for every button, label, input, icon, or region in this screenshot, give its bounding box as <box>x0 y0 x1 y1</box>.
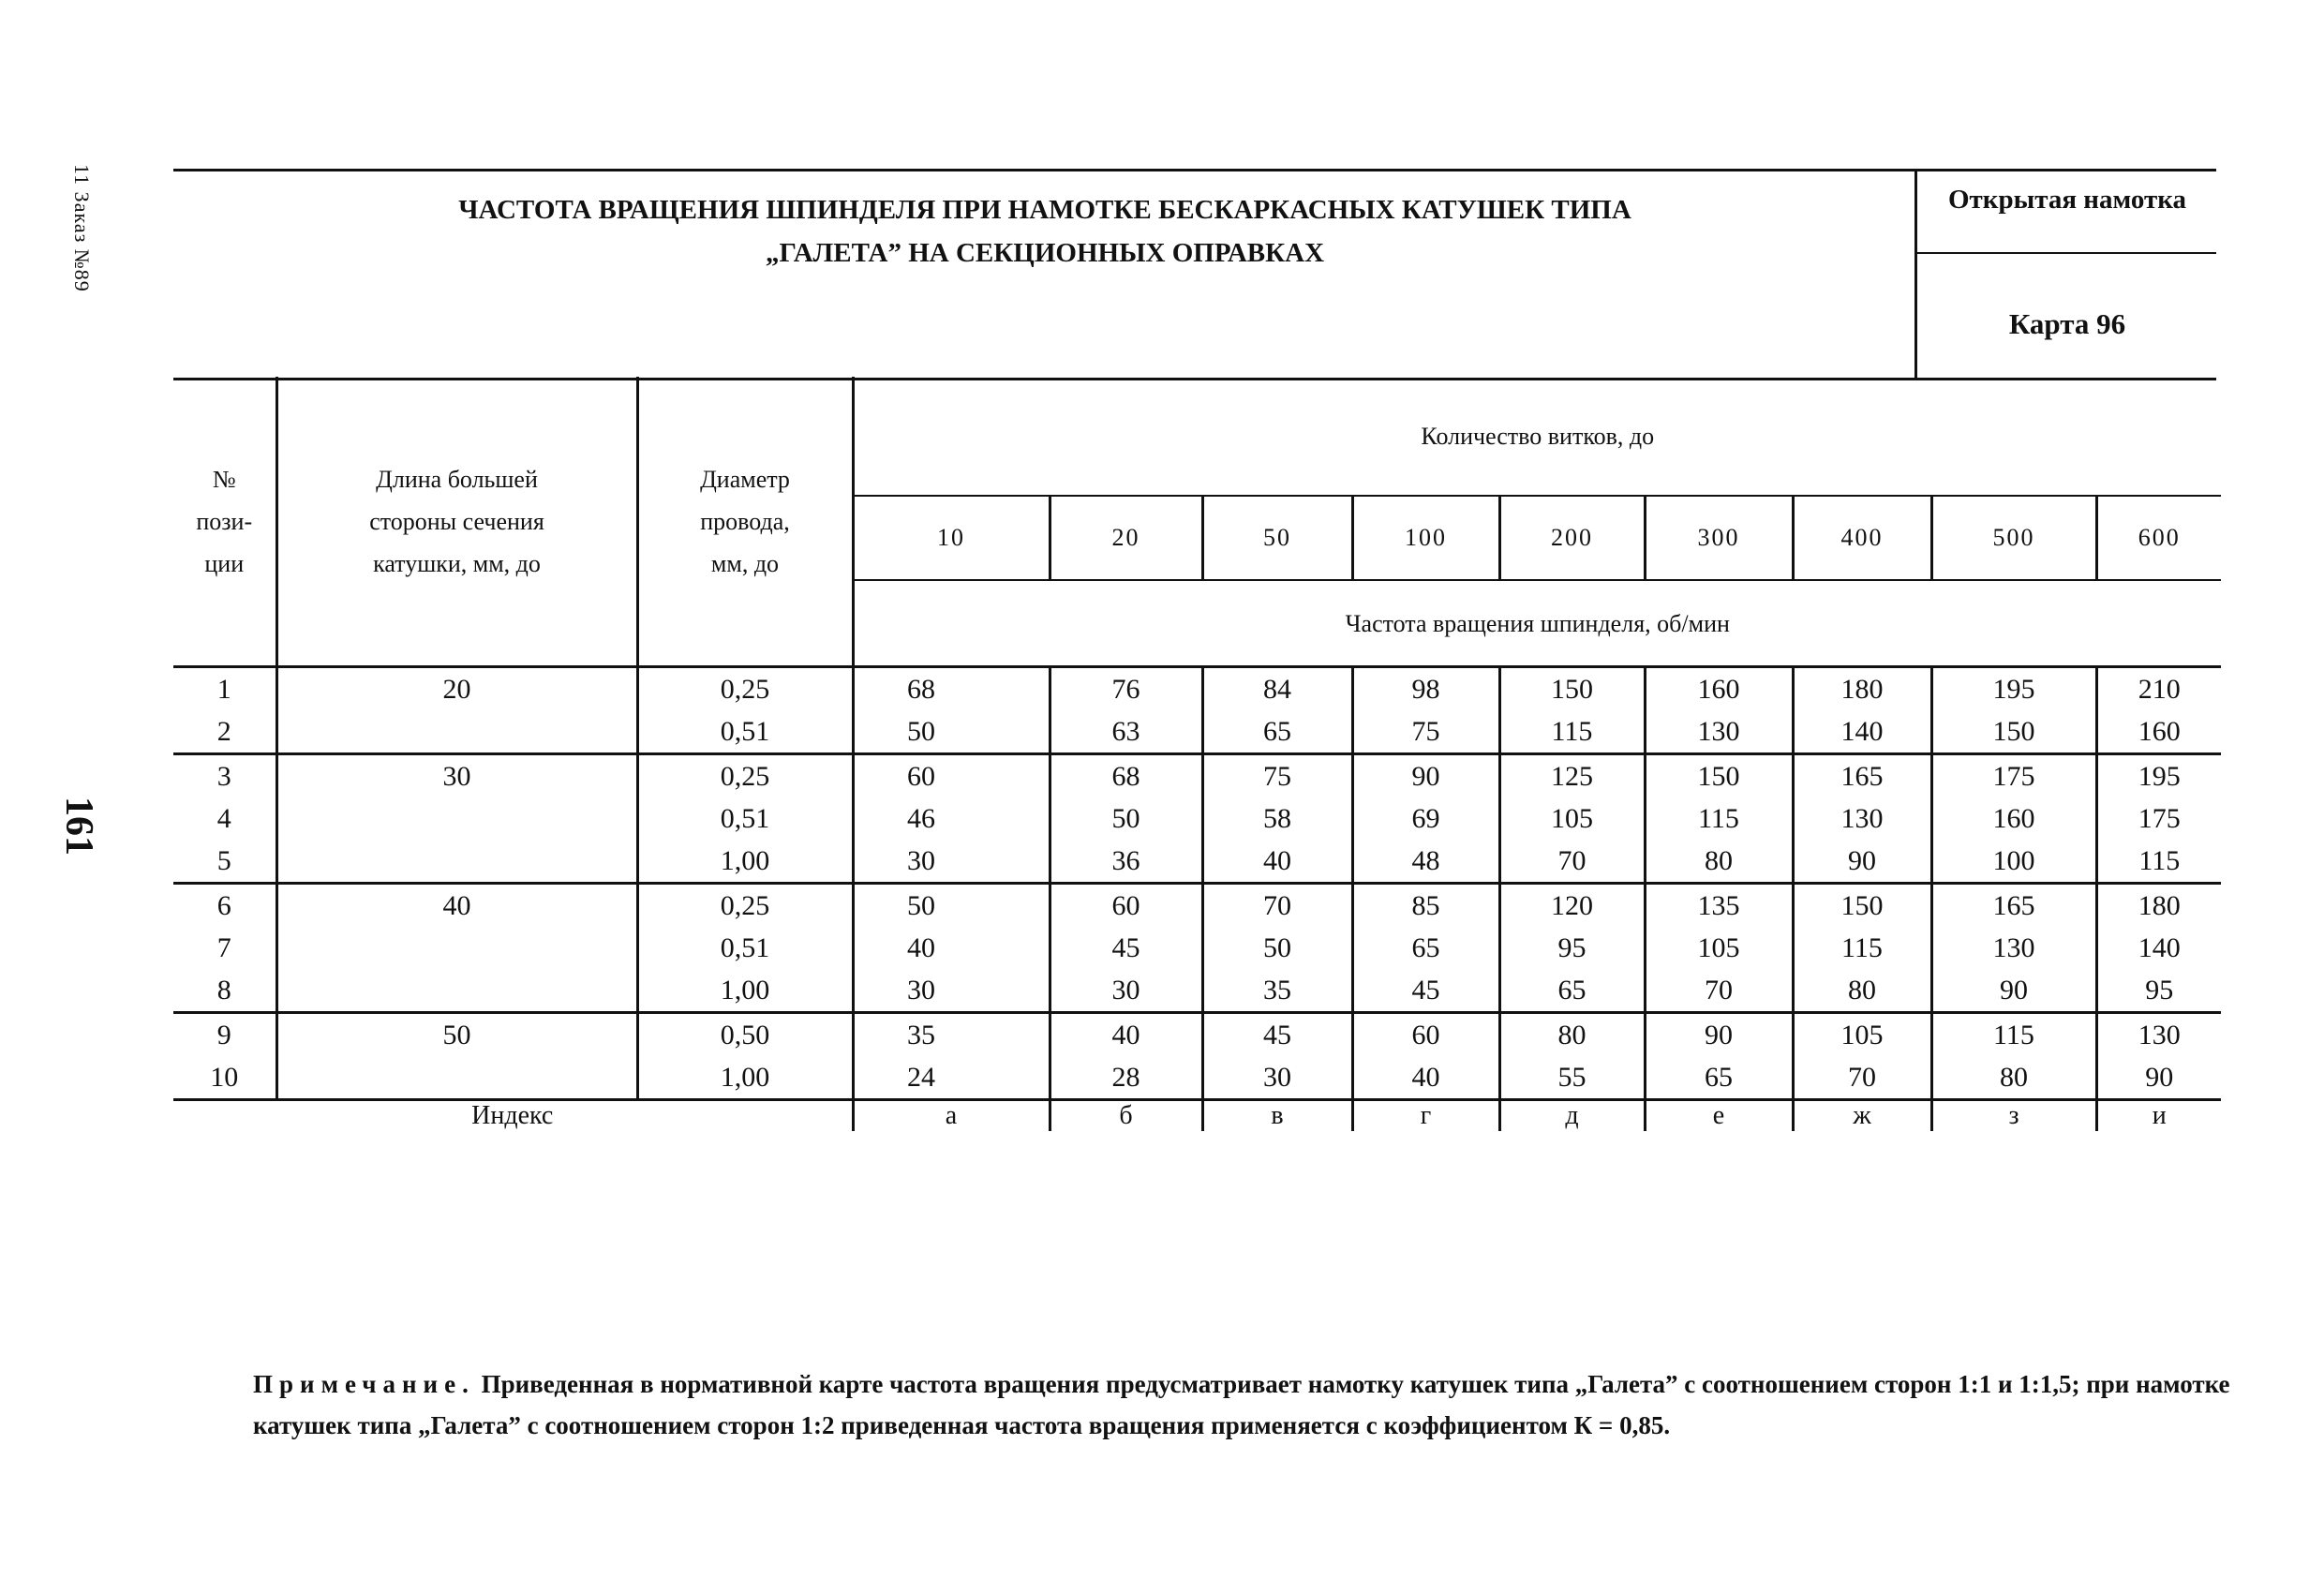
position-number: 4 <box>216 803 231 834</box>
speed-value: 100 <box>1992 845 2035 876</box>
turns-50: 50 <box>1202 496 1352 580</box>
speed-value: 175 <box>1992 761 2035 792</box>
turns-20: 20 <box>1050 496 1202 580</box>
speed-cell-50 <box>1202 884 1352 1013</box>
speed-cell-20 <box>1050 1013 1202 1100</box>
position-number: 3 <box>216 761 231 792</box>
speed-value: 140 <box>1840 716 1884 747</box>
position-cell <box>173 754 276 884</box>
position-cell <box>173 884 276 1013</box>
turns-400: 400 <box>1793 496 1931 580</box>
coil-length-cell <box>276 667 637 754</box>
speed-value: 45 <box>1263 1020 1291 1050</box>
speed-value: 160 <box>1697 674 1740 705</box>
footnote-text: Приведенная в нормативной карте частота вращения предусматривает намотку катушек типа „Галета” с соотношением сторон 1:1 и 1:1,5; при намотке катушек типа „Галета” с соотношением сторон 1:2 приведенная частота вращения применяется с коэффициентом К = 0,85. <box>253 1370 2230 1439</box>
speed-value: 75 <box>1411 716 1440 747</box>
speed-cell-20 <box>1050 667 1202 754</box>
speed-cell-50 <box>1202 754 1352 884</box>
position-number: 2 <box>216 716 231 747</box>
speed-value: 150 <box>1840 890 1884 921</box>
speed-cell-50 <box>1202 1013 1352 1100</box>
speed-value: 95 <box>2145 975 2174 1006</box>
speed-cell-300 <box>1645 884 1793 1013</box>
speed-value: 50 <box>907 716 935 747</box>
speed-cell-10 <box>853 884 1050 1013</box>
speed-value: 175 <box>2138 803 2181 834</box>
speed-cell-200 <box>1499 1013 1645 1100</box>
speed-cell-600 <box>2096 667 2221 754</box>
coil-length-value: 20 <box>442 674 471 705</box>
wire-diameter-value: 1,00 <box>720 845 770 876</box>
speed-cell-400 <box>1793 884 1931 1013</box>
coil-length-value: 40 <box>442 890 471 921</box>
speed-value: 50 <box>907 890 935 921</box>
speed-value: 69 <box>1411 803 1440 834</box>
speed-value: 75 <box>1263 761 1291 792</box>
speed-value: 130 <box>1992 932 2035 963</box>
index-label: Индекс <box>471 1101 554 1130</box>
index-letter-2: б <box>1050 1100 1202 1132</box>
position-number: 7 <box>216 932 231 963</box>
speed-value: 90 <box>1848 845 1876 876</box>
speed-value: 45 <box>1411 975 1440 1006</box>
wire-diameter-cell <box>637 884 853 1013</box>
speed-value: 30 <box>1111 975 1140 1006</box>
speed-value: 150 <box>1551 674 1593 705</box>
speed-value: 180 <box>2138 890 2181 921</box>
speed-value: 40 <box>1111 1020 1140 1050</box>
position-number: 10 <box>210 1062 239 1093</box>
card-header <box>173 169 2216 380</box>
wire-diameter-value: 0,51 <box>720 932 770 963</box>
speed-cell-500 <box>1931 667 2096 754</box>
speed-value: 65 <box>1411 932 1440 963</box>
speed-value: 68 <box>1111 761 1140 792</box>
speed-value: 30 <box>907 975 935 1006</box>
speed-value: 105 <box>1697 932 1740 963</box>
position-number: 6 <box>216 890 231 921</box>
speed-cell-600 <box>2096 1013 2221 1100</box>
spindle-speed-table <box>173 377 2221 1131</box>
speed-cell-10 <box>853 667 1050 754</box>
speed-value: 65 <box>1557 975 1587 1006</box>
speed-cell-200 <box>1499 667 1645 754</box>
speed-value: 70 <box>1557 845 1587 876</box>
speed-value: 84 <box>1263 674 1291 705</box>
speed-value: 90 <box>1705 1020 1733 1050</box>
card-title <box>173 188 1916 275</box>
wire-diameter-value: 0,51 <box>720 803 770 834</box>
speed-value: 150 <box>1992 716 2035 747</box>
wire-diameter-value: 0,25 <box>720 890 770 921</box>
wire-diameter-cell <box>637 754 853 884</box>
index-letter-6: е <box>1645 1100 1793 1132</box>
header-wire-diameter: Диаметр провода, мм, до <box>637 377 853 667</box>
speed-cell-300 <box>1645 1013 1793 1100</box>
table-body <box>173 667 2221 1100</box>
index-letter-7: ж <box>1793 1100 1931 1132</box>
speed-value: 60 <box>1411 1020 1440 1050</box>
speed-cell-300 <box>1645 667 1793 754</box>
speed-value: 195 <box>2138 761 2181 792</box>
speed-value: 160 <box>1992 803 2035 834</box>
speed-cell-100 <box>1352 884 1499 1013</box>
speed-cell-400 <box>1793 1013 1931 1100</box>
speed-value: 50 <box>1111 803 1140 834</box>
speed-value: 135 <box>1697 890 1740 921</box>
coil-length-cell <box>276 754 637 884</box>
coil-length-cell <box>276 884 637 1013</box>
speed-value: 105 <box>1551 803 1593 834</box>
speed-value: 24 <box>907 1062 935 1093</box>
speed-value: 140 <box>2138 932 2181 963</box>
speed-value: 210 <box>2138 674 2181 705</box>
header-spindle-speed: Частота вращения шпинделя, об/мин <box>853 580 2221 667</box>
wire-diameter-value: 1,00 <box>720 975 770 1006</box>
speed-value: 130 <box>2138 1020 2181 1050</box>
speed-value: 70 <box>1848 1062 1876 1093</box>
wire-diameter-cell <box>637 1013 853 1100</box>
speed-cell-500 <box>1931 884 2096 1013</box>
speed-value: 35 <box>907 1020 935 1050</box>
footnote <box>253 1363 2230 1446</box>
speed-value: 80 <box>1705 845 1733 876</box>
speed-cell-100 <box>1352 754 1499 884</box>
card-title-line-2: „ГАЛЕТА” НА СЕКЦИОННЫХ ОПРАВКАХ <box>765 238 1325 268</box>
speed-value: 115 <box>1698 803 1739 834</box>
speed-value: 60 <box>1111 890 1140 921</box>
speed-value: 80 <box>1848 975 1876 1006</box>
table-row-group <box>173 884 2221 1013</box>
wire-diameter-value: 0,50 <box>720 1020 770 1050</box>
speed-cell-200 <box>1499 884 1645 1013</box>
speed-value: 90 <box>2000 975 2028 1006</box>
index-letter-4: г <box>1352 1100 1499 1132</box>
speed-value: 125 <box>1551 761 1593 792</box>
coil-length-cell <box>276 1013 637 1100</box>
speed-value: 70 <box>1705 975 1733 1006</box>
position-cell <box>173 667 276 754</box>
index-letter-5: д <box>1499 1100 1645 1132</box>
speed-value: 115 <box>2138 845 2181 876</box>
table-row-group <box>173 667 2221 754</box>
wire-diameter-value: 1,00 <box>720 1062 770 1093</box>
speed-value: 63 <box>1111 716 1140 747</box>
index-letter-3: в <box>1202 1100 1352 1132</box>
speed-value: 65 <box>1705 1062 1733 1093</box>
position-number: 8 <box>216 975 231 1006</box>
speed-value: 70 <box>1263 890 1291 921</box>
turns-300: 300 <box>1645 496 1793 580</box>
speed-value: 98 <box>1411 674 1440 705</box>
speed-value: 90 <box>2145 1062 2174 1093</box>
speed-value: 50 <box>1263 932 1291 963</box>
turns-600: 600 <box>2096 496 2221 580</box>
speed-value: 120 <box>1551 890 1593 921</box>
speed-cell-10 <box>853 754 1050 884</box>
header-turns-count: Количество витков, до <box>853 377 2221 496</box>
speed-value: 30 <box>1263 1062 1291 1093</box>
speed-cell-400 <box>1793 754 1931 884</box>
position-number: 1 <box>216 674 231 705</box>
speed-cell-10 <box>853 1013 1050 1100</box>
header-divider-vertical <box>1914 171 1917 378</box>
speed-value: 76 <box>1111 674 1140 705</box>
speed-value: 46 <box>907 803 935 834</box>
wire-diameter-value: 0,25 <box>720 761 770 792</box>
speed-value: 36 <box>1111 845 1140 876</box>
turns-500: 500 <box>1931 496 2096 580</box>
header-coil-length: Длина большей стороны сечения катушки, мм, до <box>276 377 637 667</box>
speed-value: 80 <box>1557 1020 1587 1050</box>
wire-diameter-cell <box>637 667 853 754</box>
speed-value: 105 <box>1840 1020 1884 1050</box>
speed-value: 95 <box>1557 932 1587 963</box>
speed-value: 58 <box>1263 803 1291 834</box>
speed-cell-600 <box>2096 884 2221 1013</box>
speed-value: 165 <box>1992 890 2035 921</box>
header-position: № пози- ции <box>173 377 276 667</box>
table-row-group <box>173 1013 2221 1100</box>
speed-cell-50 <box>1202 667 1352 754</box>
speed-value: 40 <box>907 932 935 963</box>
speed-value: 115 <box>1841 932 1883 963</box>
speed-value: 28 <box>1111 1062 1140 1093</box>
speed-value: 40 <box>1411 1062 1440 1093</box>
speed-value: 65 <box>1263 716 1291 747</box>
speed-value: 115 <box>1993 1020 2034 1050</box>
page-number: 161 <box>57 797 100 856</box>
index-letter-9: и <box>2096 1100 2221 1132</box>
speed-cell-600 <box>2096 754 2221 884</box>
speed-cell-300 <box>1645 754 1793 884</box>
speed-cell-20 <box>1050 884 1202 1013</box>
header-divider-horizontal <box>1914 252 2216 254</box>
speed-value: 45 <box>1111 932 1140 963</box>
speed-value: 165 <box>1840 761 1884 792</box>
turns-200: 200 <box>1499 496 1645 580</box>
footnote-label: Примечание. <box>253 1370 475 1398</box>
turns-10: 10 <box>853 496 1050 580</box>
speed-value: 55 <box>1557 1062 1587 1093</box>
position-number: 5 <box>216 845 231 876</box>
speed-cell-400 <box>1793 667 1931 754</box>
speed-value: 80 <box>2000 1062 2028 1093</box>
speed-value: 150 <box>1697 761 1740 792</box>
position-number: 9 <box>216 1020 231 1050</box>
speed-value: 35 <box>1263 975 1291 1006</box>
speed-cell-500 <box>1931 1013 2096 1100</box>
speed-value: 85 <box>1411 890 1440 921</box>
winding-mode: Открытая намотка <box>1947 185 2187 215</box>
speed-value: 195 <box>1992 674 2035 705</box>
card-title-line-1: ЧАСТОТА ВРАЩЕНИЯ ШПИНДЕЛЯ ПРИ НАМОТКЕ БЕСКАРКАСНЫХ КАТУШЕК ТИПА <box>458 195 1631 225</box>
turns-100: 100 <box>1352 496 1499 580</box>
speed-value: 90 <box>1411 761 1440 792</box>
coil-length-value: 30 <box>442 761 471 792</box>
wire-diameter-value: 0,25 <box>720 674 770 705</box>
wire-diameter-value: 0,51 <box>720 716 770 747</box>
index-letter-8: з <box>1931 1100 2096 1132</box>
speed-value: 40 <box>1263 845 1291 876</box>
speed-value: 180 <box>1840 674 1884 705</box>
speed-value: 30 <box>907 845 935 876</box>
speed-cell-200 <box>1499 754 1645 884</box>
speed-cell-100 <box>1352 667 1499 754</box>
table-row-group <box>173 754 2221 884</box>
index-letter-1: а <box>853 1100 1050 1132</box>
speed-value: 60 <box>907 761 935 792</box>
speed-value: 160 <box>2138 716 2181 747</box>
speed-value: 68 <box>907 674 935 705</box>
speed-value: 48 <box>1411 845 1440 876</box>
speed-value: 115 <box>1551 716 1593 747</box>
position-cell <box>173 1013 276 1100</box>
coil-length-value: 50 <box>442 1020 471 1050</box>
speed-value: 130 <box>1697 716 1740 747</box>
speed-cell-100 <box>1352 1013 1499 1100</box>
order-side-note: 11 Заказ №89 <box>70 164 94 292</box>
index-row <box>173 1100 2221 1132</box>
card-number: Карта 96 <box>2008 307 2126 340</box>
speed-cell-500 <box>1931 754 2096 884</box>
speed-cell-20 <box>1050 754 1202 884</box>
speed-value: 130 <box>1840 803 1884 834</box>
